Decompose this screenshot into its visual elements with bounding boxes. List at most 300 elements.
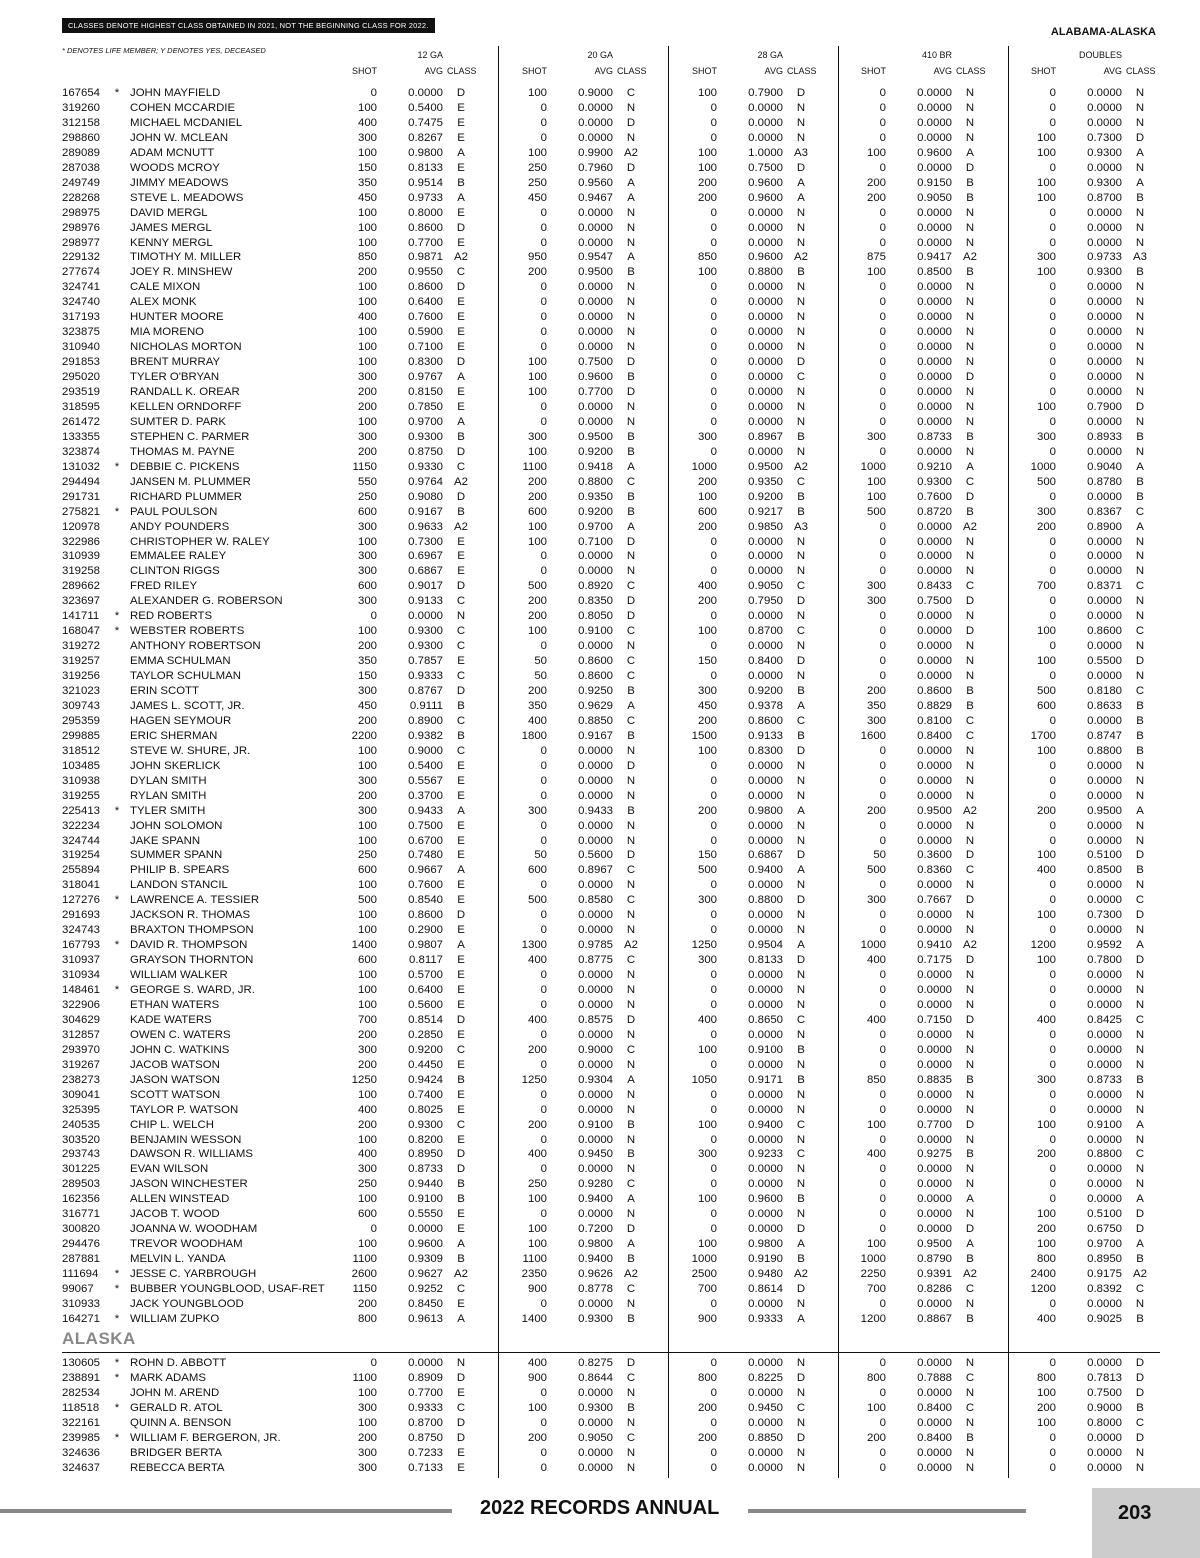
cls-value: N <box>1135 356 1145 369</box>
shot-value: 200 <box>866 804 886 817</box>
shot-value: 0 <box>1049 415 1056 428</box>
avg-value: 0.0000 <box>748 356 783 369</box>
shot-value: 0 <box>540 640 547 653</box>
cls-value: C <box>1135 580 1145 593</box>
shot-value: 700 <box>697 1283 717 1295</box>
cls-value: C <box>456 1043 466 1056</box>
member-name: ALEXANDER G. ROBERSON <box>130 595 283 608</box>
avg-value: 0.9300 <box>408 640 443 653</box>
cls-value: B <box>966 505 974 518</box>
avg-value: 0.0000 <box>917 655 952 668</box>
cls-value: C <box>1135 894 1145 907</box>
member-name: STEVE W. SHURE, JR. <box>130 744 251 757</box>
cls-value: C <box>965 1401 975 1414</box>
cls-value: B <box>966 699 974 712</box>
shot-value: 300 <box>1036 251 1056 264</box>
table-row <box>62 266 1160 281</box>
avg-value: 0.8967 <box>578 864 613 877</box>
shot-value: 0 <box>710 296 717 309</box>
avg-value: 0.0000 <box>1087 161 1122 174</box>
shot-value: 300 <box>357 371 377 384</box>
cls-value: N <box>626 311 636 324</box>
shot-value: 100 <box>527 1238 547 1251</box>
shot-value: 200 <box>357 386 377 398</box>
shot-value: 200 <box>866 176 886 189</box>
avg-value: 0.9600 <box>748 1193 783 1206</box>
table-row <box>62 371 1160 386</box>
member-id: 324637 <box>62 1461 101 1474</box>
cls-value: A <box>797 939 805 952</box>
avg-value: 0.9300 <box>1087 176 1122 189</box>
shot-value: 300 <box>357 1461 377 1474</box>
cls-value: N <box>965 640 975 653</box>
shot-value: 0 <box>879 131 886 144</box>
shot-value: 0 <box>1049 1043 1056 1056</box>
avg-value: 0.5567 <box>408 774 443 787</box>
shot-value: 0 <box>879 311 886 324</box>
shot-value: 100 <box>527 146 547 159</box>
cls-value: N <box>965 909 975 922</box>
cls-value: D <box>626 356 636 369</box>
shot-value: 0 <box>710 116 717 129</box>
avg-value: 0.8575 <box>578 1013 613 1026</box>
avg-value: 0.0000 <box>917 984 952 996</box>
shot-value: 0 <box>1049 984 1056 996</box>
avg-value: 0.0000 <box>578 415 613 428</box>
avg-value: 0.9233 <box>748 1148 783 1161</box>
cls-value: A <box>627 520 635 533</box>
shot-value: 100 <box>357 969 377 982</box>
cls-value: C <box>626 1178 636 1191</box>
member-id: 319272 <box>62 640 101 653</box>
shot-value: 0 <box>879 1028 886 1041</box>
cls-value: D <box>1135 1386 1145 1399</box>
shot-value: 300 <box>357 520 377 533</box>
avg-value: 0.9700 <box>408 415 443 428</box>
avg-value: 0.9391 <box>917 1268 952 1281</box>
member-id: 289503 <box>62 1178 101 1191</box>
cls-value: N <box>965 1357 975 1369</box>
cls-value: D <box>796 356 806 369</box>
avg-value: 0.8750 <box>408 445 443 458</box>
cls-value: B <box>797 685 805 697</box>
shot-value: 0 <box>710 1357 717 1369</box>
cls-value: C <box>1135 625 1145 638</box>
gauge-label: 28 GA <box>757 50 783 60</box>
table-row <box>62 700 1160 715</box>
avg-value: 0.9424 <box>408 1073 443 1086</box>
shot-value: 100 <box>697 1193 717 1206</box>
avg-value: 0.0000 <box>917 1028 952 1041</box>
avg-value: 0.9300 <box>1087 266 1122 279</box>
avg-value: 0.8600 <box>578 655 613 668</box>
member-id: 303520 <box>62 1133 101 1146</box>
avg-value: 0.9417 <box>917 251 952 264</box>
shot-value: 1000 <box>691 460 717 473</box>
member-name: WEBSTER ROBERTS <box>130 625 245 638</box>
cls-value: A <box>457 804 465 817</box>
cls-value: N <box>1135 550 1145 563</box>
member-name: JACOB WATSON <box>130 1058 220 1071</box>
cls-value: A <box>966 1238 974 1251</box>
cls-value: N <box>965 445 975 458</box>
shot-value: 100 <box>1036 191 1056 204</box>
member-name: RANDALL K. OREAR <box>130 386 240 398</box>
cls-value: N <box>796 386 806 398</box>
cls-value: A <box>457 191 465 204</box>
avg-value: 0.9600 <box>917 146 952 159</box>
shot-value: 400 <box>357 116 377 129</box>
avg-value: 0.8933 <box>1087 430 1122 443</box>
avg-value: 0.9000 <box>578 1043 613 1056</box>
shot-value: 100 <box>1036 909 1056 922</box>
shot-value: 100 <box>357 744 377 757</box>
shot-value: 0 <box>879 1163 886 1176</box>
avg-value: 0.0000 <box>408 1357 443 1369</box>
cls-value: N <box>456 1357 466 1369</box>
cls-value: A <box>457 146 465 159</box>
member-id: 310934 <box>62 969 101 982</box>
cls-value: N <box>1135 998 1145 1011</box>
avg-value: 0.0000 <box>408 87 443 99</box>
gauge-label: DOUBLES <box>1078 50 1122 60</box>
avg-value: 0.7600 <box>917 490 952 503</box>
shot-value: 100 <box>527 520 547 533</box>
avg-value: 0.8644 <box>578 1371 613 1384</box>
shot-value: 350 <box>527 699 547 712</box>
cls-value: E <box>457 326 465 339</box>
avg-value: 0.7700 <box>917 1118 952 1131</box>
shot-value: 0 <box>540 819 547 832</box>
shot-value: 0 <box>1049 1357 1056 1369</box>
avg-value: 0.0000 <box>748 415 783 428</box>
avg-value: 0.0000 <box>1087 610 1122 623</box>
shot-value: 0 <box>1049 1103 1056 1116</box>
shot-value: 400 <box>697 1013 717 1026</box>
cls-value: C <box>1135 1416 1145 1429</box>
avg-value: 0.0000 <box>917 221 952 234</box>
shot-value: 600 <box>357 1208 377 1221</box>
avg-value: 0.0000 <box>1087 445 1122 458</box>
cls-value: N <box>626 565 636 578</box>
shot-value: 100 <box>866 1401 886 1414</box>
cls-value: N <box>965 1208 975 1221</box>
cls-value: A2 <box>624 1268 638 1281</box>
cls-value: E <box>457 789 465 802</box>
shot-value: 350 <box>866 699 886 712</box>
shot-value: 200 <box>697 804 717 817</box>
cls-value: D <box>796 655 806 668</box>
shot-value: 100 <box>697 146 717 159</box>
member-id: 293519 <box>62 386 101 398</box>
cls-value: N <box>965 774 975 787</box>
avg-value: 0.0000 <box>917 789 952 802</box>
shot-value: 0 <box>540 1386 547 1399</box>
member-name: ALEX MONK <box>130 296 197 309</box>
member-name: CHRISTOPHER W. RALEY <box>130 535 270 548</box>
member-name: JOHN SOLOMON <box>130 819 223 832</box>
avg-value: 0.9382 <box>408 729 443 742</box>
avg-value: 0.0000 <box>748 131 783 144</box>
avg-value: 0.9600 <box>408 1238 443 1251</box>
cls-value: E <box>457 550 465 563</box>
table-row <box>62 1447 1160 1462</box>
avg-value: 0.0000 <box>1087 1193 1122 1206</box>
cls-value: D <box>456 490 466 503</box>
avg-value: 0.0000 <box>578 101 613 114</box>
shot-value: 0 <box>370 610 377 623</box>
member-id: 324743 <box>62 924 101 937</box>
cls-value: B <box>966 176 974 189</box>
table-row <box>62 1163 1160 1178</box>
avg-value: 0.0000 <box>748 1088 783 1101</box>
shot-value: 0 <box>710 131 717 144</box>
member-name: JOHN M. AREND <box>130 1386 220 1399</box>
table-row <box>62 341 1160 356</box>
cls-value: A <box>457 939 465 952</box>
avg-value: 0.9217 <box>748 505 783 518</box>
avg-value: 0.9100 <box>578 1118 613 1131</box>
cls-value: N <box>1135 774 1145 787</box>
avg-value: 0.9333 <box>408 670 443 683</box>
member-name: RICHARD PLUMMER <box>130 490 243 503</box>
cls-value: E <box>457 206 465 219</box>
life-member-mark: * <box>114 1401 120 1414</box>
avg-value: 0.0000 <box>917 87 952 99</box>
shot-value: 100 <box>357 1133 377 1146</box>
cls-value: C <box>626 1371 636 1384</box>
avg-value: 0.0000 <box>1087 640 1122 653</box>
avg-value: 0.8800 <box>1087 744 1122 757</box>
cls-value: N <box>965 1163 975 1176</box>
member-id: 282534 <box>62 1386 101 1399</box>
cls-value: A2 <box>454 520 468 533</box>
shot-value: 1200 <box>860 1312 886 1325</box>
avg-value: 0.8767 <box>408 685 443 697</box>
cls-value: A <box>966 1193 974 1206</box>
shot-value: 100 <box>357 341 377 354</box>
shot-value: 0 <box>879 386 886 398</box>
shot-value: 0 <box>710 311 717 324</box>
table-row <box>62 820 1160 835</box>
table-row <box>62 835 1160 850</box>
cls-value: N <box>626 909 636 922</box>
table-row <box>62 237 1160 252</box>
shot-value: 0 <box>1049 834 1056 847</box>
member-name: KADE WATERS <box>130 1013 212 1026</box>
cls-value: A2 <box>963 804 977 817</box>
cls-value: E <box>457 759 465 772</box>
shot-value: 2350 <box>521 1268 547 1281</box>
shot-value: 600 <box>357 580 377 593</box>
cls-value: C <box>965 864 975 877</box>
avg-value: 0.7300 <box>1087 909 1122 922</box>
cls-value: N <box>965 1416 975 1429</box>
avg-value: 0.8829 <box>917 699 952 712</box>
cls-value: A2 <box>624 939 638 952</box>
cls-value: B <box>627 1312 635 1325</box>
cls-value: D <box>456 1431 466 1444</box>
cls-value: B <box>966 430 974 443</box>
avg-value: 0.0000 <box>578 1416 613 1429</box>
avg-value: 0.7200 <box>578 1223 613 1236</box>
avg-value: 0.0000 <box>748 1446 783 1459</box>
avg-value: 0.0000 <box>748 326 783 339</box>
member-id: 239985 <box>62 1431 101 1444</box>
avg-value: 0.9300 <box>1087 146 1122 159</box>
cls-value: A <box>1136 520 1144 533</box>
shot-value: 350 <box>357 655 377 668</box>
shot-value: 0 <box>879 879 886 892</box>
avg-value: 0.0000 <box>1087 1178 1122 1191</box>
avg-value: 1.0000 <box>748 146 783 159</box>
cls-value: D <box>456 1148 466 1161</box>
avg-value: 0.7500 <box>748 161 783 174</box>
cls-value: N <box>626 281 636 294</box>
shot-value: 0 <box>879 655 886 668</box>
cls-value: N <box>796 565 806 578</box>
avg-value: 0.0000 <box>917 550 952 563</box>
cls-value: N <box>796 789 806 802</box>
avg-value: 0.0000 <box>748 1223 783 1236</box>
avg-value: 0.0000 <box>1087 550 1122 563</box>
table-row <box>62 102 1160 117</box>
shot-value: 0 <box>710 371 717 384</box>
cls-value: E <box>457 655 465 668</box>
cls-value: B <box>627 445 635 458</box>
shot-value: 100 <box>357 625 377 638</box>
member-name: JIMMY MEADOWS <box>130 176 229 189</box>
shot-value: 1200 <box>1030 939 1056 952</box>
cls-value: N <box>965 984 975 996</box>
cls-value: B <box>627 1401 635 1414</box>
shot-value: 100 <box>357 924 377 937</box>
avg-value: 0.9300 <box>408 625 443 638</box>
avg-value: 0.0000 <box>748 1386 783 1399</box>
avg-value: 0.0000 <box>1087 924 1122 937</box>
shot-value: 600 <box>527 864 547 877</box>
avg-value: 0.0000 <box>1087 386 1122 398</box>
member-name: JAMES MERGL <box>130 221 212 234</box>
shot-value: 0 <box>540 1461 547 1474</box>
cls-value: C <box>796 475 806 488</box>
cls-value: E <box>457 341 465 354</box>
avg-column-header: AVG <box>764 66 783 76</box>
cls-value: N <box>965 610 975 623</box>
cls-value: N <box>796 879 806 892</box>
cls-value: N <box>626 1416 636 1429</box>
avg-value: 0.0000 <box>748 116 783 129</box>
avg-value: 0.8733 <box>1087 1073 1122 1086</box>
cls-value: C <box>1135 505 1145 518</box>
cls-value: N <box>965 221 975 234</box>
avg-value: 0.9800 <box>578 1238 613 1251</box>
avg-value: 0.3600 <box>917 849 952 862</box>
avg-value: 0.0000 <box>917 744 952 757</box>
cls-value: N <box>1135 879 1145 892</box>
shot-value: 300 <box>357 774 377 787</box>
shot-value: 100 <box>527 625 547 638</box>
avg-value: 0.0000 <box>1087 1297 1122 1310</box>
cls-value: N <box>796 1208 806 1221</box>
shot-value: 0 <box>879 101 886 114</box>
shot-value: 0 <box>1049 356 1056 369</box>
avg-value: 0.0000 <box>578 924 613 937</box>
shot-value: 200 <box>357 1431 377 1444</box>
avg-value: 0.0000 <box>748 1178 783 1191</box>
cls-value: N <box>965 386 975 398</box>
table-row <box>62 461 1160 476</box>
member-name: SUMMER SPANN <box>130 849 223 862</box>
shot-value: 100 <box>527 356 547 369</box>
avg-value: 0.0000 <box>1087 774 1122 787</box>
shot-value: 2400 <box>1030 1268 1056 1281</box>
avg-value: 0.7100 <box>408 341 443 354</box>
table-row <box>62 954 1160 969</box>
shot-value: 0 <box>710 386 717 398</box>
member-id: 148461 <box>62 984 101 996</box>
cls-value: N <box>965 789 975 802</box>
shot-value: 100 <box>697 1118 717 1131</box>
avg-value: 0.0000 <box>1087 714 1122 727</box>
shot-value: 300 <box>527 430 547 443</box>
cls-value: D <box>796 954 806 967</box>
shot-value: 300 <box>357 131 377 144</box>
cls-value: A <box>457 864 465 877</box>
cls-value: N <box>626 834 636 847</box>
avg-value: 0.0000 <box>748 998 783 1011</box>
shot-value: 0 <box>879 998 886 1011</box>
shot-value: 0 <box>710 565 717 578</box>
cls-value: N <box>965 1088 975 1101</box>
shot-value: 1250 <box>691 939 717 952</box>
table-row <box>62 595 1160 610</box>
shot-value: 0 <box>710 236 717 249</box>
shot-value: 0 <box>540 206 547 219</box>
cls-value: C <box>456 595 466 608</box>
cls-column-header: CLASS <box>617 66 647 76</box>
table-row <box>62 1178 1160 1193</box>
cls-value: E <box>457 1103 465 1116</box>
shot-value: 0 <box>540 415 547 428</box>
member-name: RYLAN SMITH <box>130 789 207 802</box>
shot-value: 200 <box>527 685 547 697</box>
avg-value: 0.0000 <box>917 386 952 398</box>
cls-value: C <box>626 580 636 593</box>
cls-value: A <box>627 460 635 473</box>
shot-value: 200 <box>697 520 717 533</box>
cls-value: N <box>626 206 636 219</box>
shot-value: 100 <box>1036 1238 1056 1251</box>
cls-value: A <box>1136 176 1144 189</box>
avg-value: 0.9111 <box>409 699 443 712</box>
gauge-label: 20 GA <box>587 50 613 60</box>
avg-value: 0.0000 <box>748 1461 783 1474</box>
table-row <box>62 386 1160 401</box>
avg-value: 0.0000 <box>578 969 613 982</box>
life-member-mark: * <box>114 625 120 638</box>
table-row <box>62 864 1160 879</box>
shot-value: 200 <box>1036 1401 1056 1414</box>
member-name: DYLAN SMITH <box>130 774 207 787</box>
shot-value: 0 <box>879 924 886 937</box>
table-row <box>62 625 1160 640</box>
shot-value: 2200 <box>351 729 377 742</box>
shot-value: 200 <box>357 1028 377 1041</box>
shot-value: 0 <box>1049 998 1056 1011</box>
avg-column-header: AVG <box>933 66 952 76</box>
avg-value: 0.8950 <box>1087 1253 1122 1266</box>
